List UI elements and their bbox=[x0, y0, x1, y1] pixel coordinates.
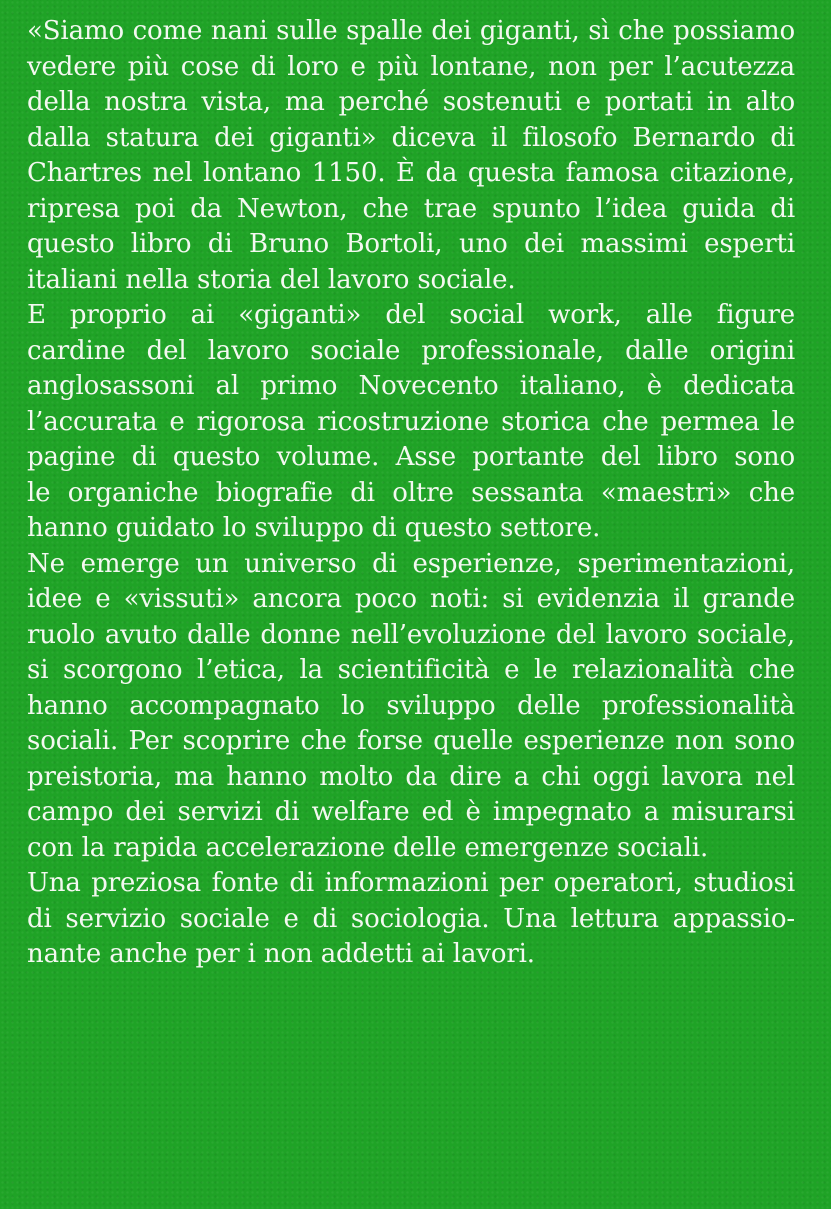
text-line: hanno guidato lo sviluppo di questo settore. bbox=[27, 513, 601, 543]
blurb-text bbox=[27, 14, 795, 973]
text-line: sociali. Per scoprire che forse quelle esperienze non sono bbox=[27, 726, 795, 756]
text-line: nante anche per i non addetti ai lavori. bbox=[27, 939, 535, 969]
text-line: le organiche biografie di oltre sessanta «maestri» che bbox=[27, 477, 795, 508]
text-line: preistoria, ma hanno molto da dire a chi oggi lavora nel bbox=[27, 761, 795, 792]
text-line: Una preziosa fonte di informazioni per operatori, studiosi bbox=[27, 868, 795, 898]
text-line: di servizio sociale e di sociologia. Una lettura appassio- bbox=[27, 903, 795, 934]
blurb-paragraph-3 bbox=[27, 547, 795, 867]
text-line: con la rapida accelerazione delle emergenze sociali. bbox=[27, 832, 709, 863]
text-line: italiani nella storia del lavoro sociale. bbox=[27, 264, 516, 295]
text-line: Chartres nel lontano 1150. È da questa famosa citazione, bbox=[27, 158, 795, 188]
text-line: si scorgono l’etica, la scientificità e le relazionalità che bbox=[27, 655, 795, 685]
text-line: cardine del lavoro sociale professionale, dalle origini bbox=[27, 335, 795, 366]
text-line: anglosassoni al primo Novecento italiano, è dedicata bbox=[27, 371, 795, 401]
text-line: pagine di questo volume. Asse portante del libro sono bbox=[27, 442, 795, 472]
text-line: della nostra vista, ma perché sostenuti e portati in alto bbox=[27, 87, 795, 117]
text-line: vedere più cose di loro e più lontane, non per l’acutezza bbox=[27, 51, 795, 82]
text-line: questo libro di Bruno Bortoli, uno dei massimi esperti bbox=[27, 229, 795, 259]
blurb-paragraph-1 bbox=[27, 14, 795, 298]
text-line: hanno accompagnato lo sviluppo delle professionalità bbox=[27, 690, 795, 721]
text-line: ripresa poi da Newton, che trae spunto l’idea guida di bbox=[27, 193, 795, 224]
text-line: «Siamo come nani sulle spalle dei giganti, sì che possiamo bbox=[27, 16, 795, 46]
text-line: idee e «vissuti» ancora poco noti: si evidenzia il grande bbox=[27, 584, 795, 614]
blurb-paragraph-2 bbox=[27, 298, 795, 547]
blurb-paragraph-4 bbox=[27, 866, 795, 973]
text-line: dalla statura dei giganti» diceva il filosofo Bernardo di bbox=[27, 122, 795, 153]
text-line: E proprio ai «giganti» del social work, alle figure bbox=[27, 300, 795, 330]
text-line: ruolo avuto dalle donne nell’evoluzione del lavoro sociale, bbox=[27, 619, 795, 650]
text-line: Ne emerge un universo di esperienze, sperimentazioni, bbox=[27, 548, 795, 579]
text-line: l’accurata e rigorosa ricostruzione storica che permea le bbox=[27, 406, 795, 437]
text-line: campo dei servizi di welfare ed è impegnato a misurarsi bbox=[27, 797, 795, 827]
